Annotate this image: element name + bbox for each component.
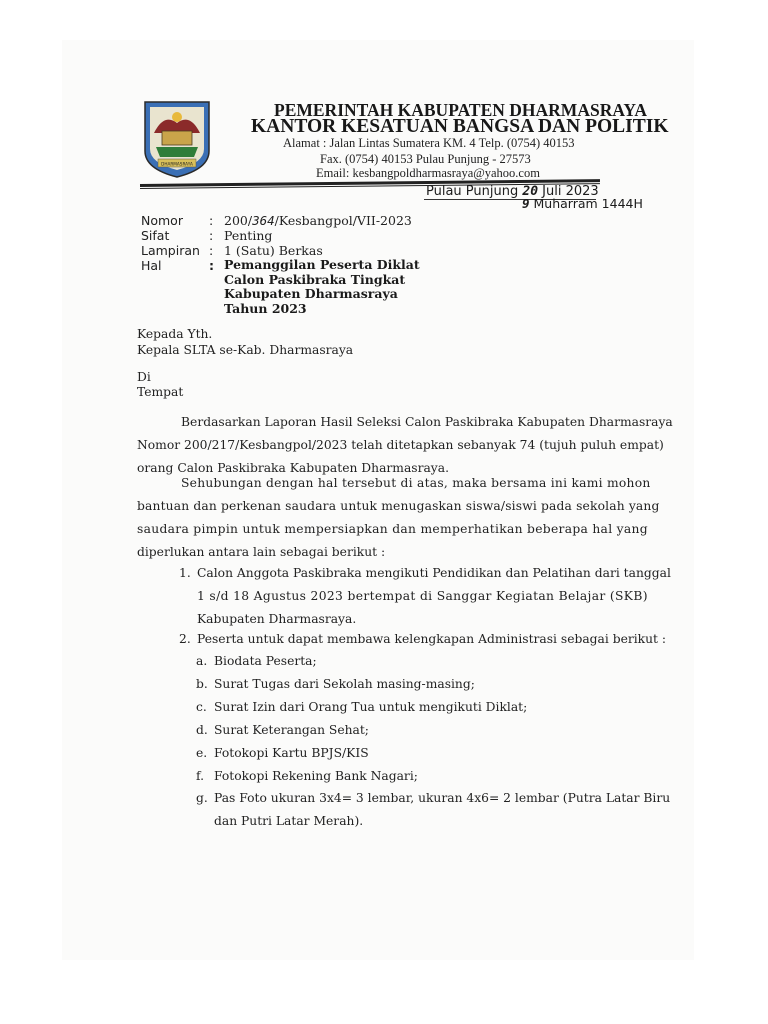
letterhead-email: Email: kesbangpoldharmasraya@yahoo.com [316,166,540,180]
sub-a-letter: a. [196,654,208,668]
sub-e-text: Fotokopi Kartu BPJS/KIS [214,746,369,760]
subject-line-1: Pemanggilan Peserta Diklat [224,257,420,272]
sub-c-letter: c. [196,700,207,714]
sub-g-line-1: Pas Foto ukuran 3x4= 3 lembar, ukuran 4x6= 2 lembar (Putra Latar Biru [214,791,671,805]
p2-line-3: saudara pimpin untuk mempersiapkan dan memperhatikan beberapa hal yang [137,522,648,536]
recipient-place: Tempat [137,385,184,399]
nomor-prefix: 200/ [224,213,253,228]
p1-line-1: Berdasarkan Laporan Hasil Seleksi Calon Paskibraka Kabupaten Dharmasraya [181,415,673,429]
sub-b-letter: b. [196,677,208,691]
letterhead-office: KANTOR KESATUAN BANGSA DAN POLITIK [251,116,669,137]
sub-c-text: Surat Izin dari Orang Tua untuk mengikuti Diklat; [214,700,528,714]
p1-line-3: orang Calon Paskibraka Kabupaten Dharmasraya. [137,461,449,475]
sub-f-text: Fotokopi Rekening Bank Nagari; [214,769,418,783]
date-month-year: Juli 2023 [542,184,599,199]
sub-f-letter: f. [196,769,205,783]
svg-text:DHARMASRAYA: DHARMASRAYA [161,161,193,167]
p1-line-2: Nomor 200/217/Kesbangpol/2023 telah ditetapkan sebanyak 74 (tujuh puluh empat) [137,438,664,452]
item-1-number: 1. [179,566,191,580]
lampiran-colon: : [209,243,214,258]
regency-logo-icon [142,99,212,179]
sub-b-text: Surat Tugas dari Sekolah masing-masing; [214,677,475,691]
recipient-name: Kepala SLTA se-Kab. Dharmasraya [137,343,354,357]
nomor-colon: : [209,213,214,228]
sub-g-line-2: dan Putri Latar Merah). [214,814,364,828]
date-day-handwritten: 20 [522,184,539,199]
sub-a-text: Biodata Peserta; [214,654,317,668]
item-2-number: 2. [179,632,191,646]
sub-e-letter: e. [196,746,208,760]
lampiran-label: Lampiran [141,243,200,258]
hal-colon: : [209,258,214,273]
nomor-handwritten: 364 [252,213,275,228]
sifat-label: Sifat [141,228,170,243]
recipient-greeting: Kepada Yth. [137,327,213,341]
sifat-colon: : [209,228,214,243]
p2-line-2: bantuan dan perkenan saudara untuk menugaskan siswa/siswi pada sekolah yang [137,499,660,513]
item-1-line-3: Kabupaten Dharmasraya. [197,612,357,626]
subject-line-2: Calon Paskibraka Tingkat [224,271,406,287]
recipient-di: Di [137,370,151,384]
hijri-rest: Muharram 1444H [533,196,643,211]
letter-date-hijri [522,196,643,211]
sub-g-letter: g. [196,791,208,805]
hal-label: Hal [141,258,162,273]
sifat-value: Penting [224,228,273,243]
subject-line-3: Kabupaten Dharmasraya [224,286,398,301]
sub-d-letter: d. [196,723,208,737]
letterhead-government: PEMERINTAH KABUPATEN DHARMASRAYA [274,100,648,120]
item-1-line-2: 1 s/d 18 Agustus 2023 bertempat di Sanggar Kegiatan Belajar (SKB) [197,589,648,603]
nomor-suffix: /Kesbangpol/VII-2023 [274,213,412,228]
lampiran-value: 1 (Satu) Berkas [224,243,323,258]
nomor-label: Nomor [141,213,183,228]
nomor-value [224,213,412,228]
item-1-line-1: Calon Anggota Paskibraka mengikuti Pendidikan dan Pelatihan dari tanggal [197,566,671,580]
letterhead-address: Alamat : Jalan Lintas Sumatera KM. 4 Telp. (0754) 40153 [283,136,575,150]
sub-d-text: Surat Keterangan Sehat; [214,723,369,737]
subject-line-4: Tahun 2023 [224,300,307,316]
p2-line-4: diperlukan antara lain sebagai berikut : [137,545,386,559]
p2-line-1: Sehubungan dengan hal tersebut di atas, maka bersama ini kami mohon [181,476,651,490]
date-place: Pulau Punjung [426,184,519,199]
letterhead-fax: Fax. (0754) 40153 Pulau Punjung - 27573 [320,152,531,166]
item-2-line-1: Peserta untuk dapat membawa kelengkapan Administrasi sebagai berikut : [197,632,667,646]
hijri-day-handwritten: 9 [522,196,530,211]
